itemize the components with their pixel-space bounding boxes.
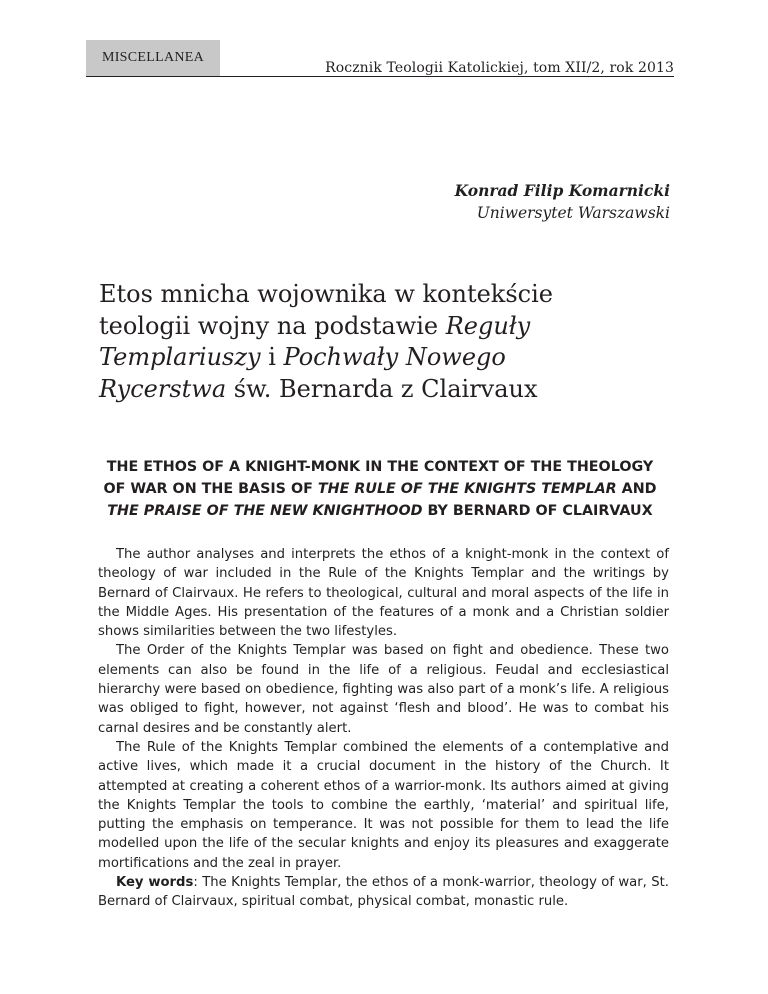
header-divider <box>86 76 674 77</box>
journal-citation: Rocznik Teologii Katolickiej, tom XII/2, rok 2013 <box>325 60 674 76</box>
title-text-2: i <box>260 343 284 371</box>
keywords-label: Key words <box>116 875 194 891</box>
abstract-paragraph: The Rule of the Knights Templar combined the elements of a contemplative and active lives, which made it a crucial document in the history of the Church. It attempted at creating a coherent ethos of a warrior-monk. Its authors aimed at giving the Knights Templar the tools to combine the earthly, ‘material’ and spiritual life, putting the emphasis on temperance. It was not possible for them to lead the life modelled upon the life of the secular knights and enjoy its pleasures and exaggerate mortifications and the zeal in prayer. <box>98 739 669 871</box>
en-title-text-1: THE ETHOS OF A KNIGHT-MONK IN THE CONTEXT OF THE THEOLOGY OF WAR ON THE BASIS OF <box>103 459 654 497</box>
title-italic-rule: Reguły Templariuszy <box>99 311 531 371</box>
section-label: MISCELLANEA <box>86 40 220 76</box>
keywords-text: : The Knights Templar, the ethos of a monk-warrior, theology of war, St. Bernard of Clairvaux, spiritual combat, physical combat, monastic rule. <box>98 875 669 910</box>
article-title <box>99 279 599 405</box>
abstract <box>98 545 669 912</box>
author-block <box>455 180 670 224</box>
en-title-italic-praise: THE PRAISE OF THE NEW KNIGHTHOOD <box>107 503 423 519</box>
abstract-paragraph: The author analyses and interprets the ethos of a knight-monk in the context of theology of war included in the Rule of the Knights Templar and the writings by Bernard of Clairvaux. He refers to theological, cultural and moral aspects of the life in the Middle Ages. His presentation of the features of a monk and a Christian soldier shows similarities between the two lifestyles. <box>98 547 669 640</box>
abstract-paragraph: The Order of the Knights Templar was based on fight and obedience. These two elements can also be found in the life of a religious. Feudal and ecclesiastical hierarchy were based on obedience, fighting was also part of a monk’s life. A religious was obliged to fight, however, not against ‘flesh and blood’. He was to combat his carnal desires and be constantly alert. <box>98 643 669 736</box>
title-italic-praise: Pochwały Nowego Rycerstwa <box>99 343 506 403</box>
author-name: Konrad Filip Komarnicki <box>454 181 670 200</box>
en-title-text-3: BY BERNARD OF CLAIRVAUX <box>422 503 653 519</box>
keywords <box>98 873 669 912</box>
title-text-1: Etos mnicha wojownika w kontekście teologii wojny na podstawie <box>99 280 553 340</box>
en-title-text-2: AND <box>616 481 657 497</box>
en-title-italic-rule: THE RULE OF THE KNIGHTS TEMPLAR <box>317 481 617 497</box>
title-text-3: św. Bernarda z Clairvaux <box>226 374 538 403</box>
english-title <box>100 456 660 522</box>
author-affiliation: Uniwersytet Warszawski <box>476 204 670 222</box>
